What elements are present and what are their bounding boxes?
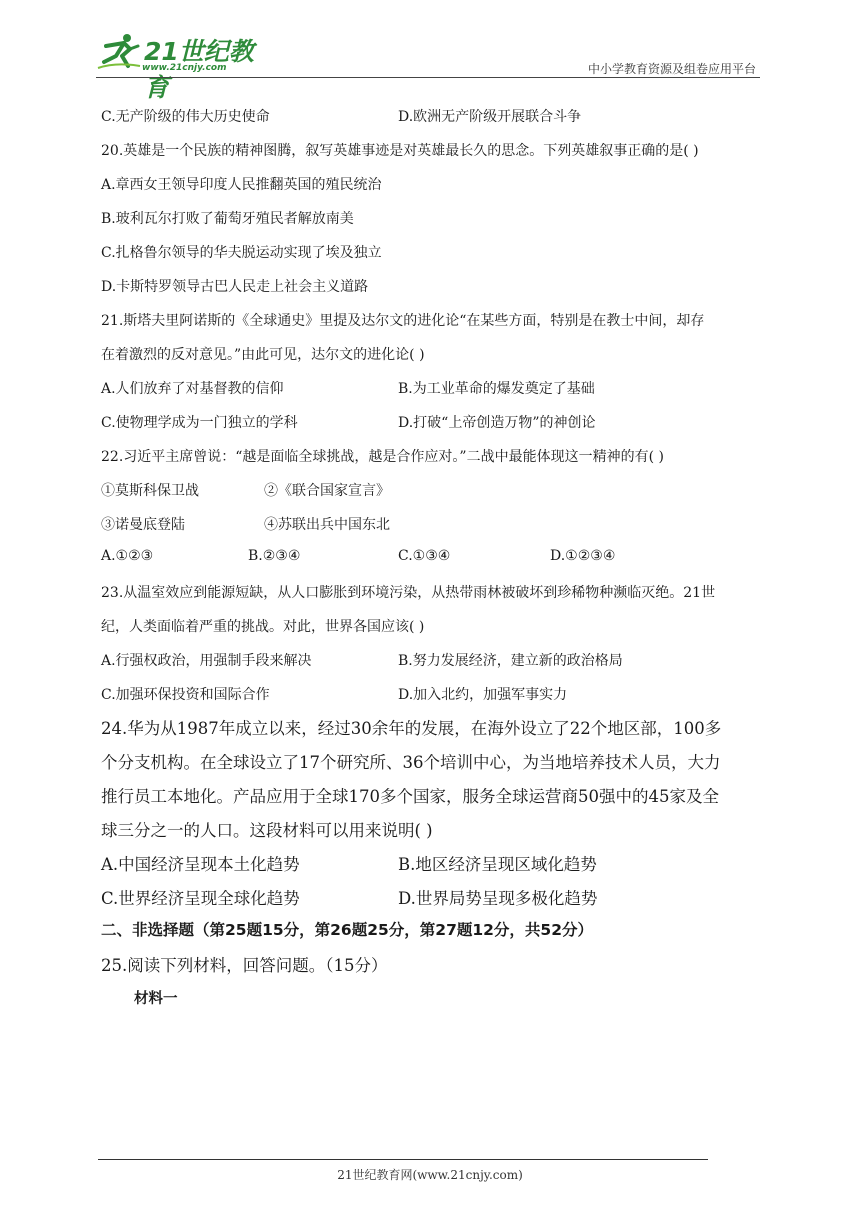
q21-option-c: C.使物理学成为一门独立的学科 [101, 415, 298, 431]
q23-stem-line1: 23.从温室效应到能源短缺，从人口膨胀到环境污染，从热带雨林被破坏到珍稀物种濒临灭绝。21世 [101, 585, 716, 601]
logo-url: www.21cnjy.com [142, 63, 227, 73]
q19-option-d: D.欧洲无产阶级开展联合斗争 [398, 109, 582, 125]
q20-option-d: D.卡斯特罗领导古巴人民走上社会主义道路 [101, 279, 369, 295]
q21-option-d: D.打破“上帝创造万物”的神创论 [398, 415, 596, 431]
q22-item-3: ③诺曼底登陆 [101, 517, 185, 533]
q20-option-c: C.扎格鲁尔领导的华夫脱运动实现了埃及独立 [101, 245, 382, 261]
q24-option-b: B.地区经济呈现区域化趋势 [398, 855, 597, 874]
q19-option-c: C.无产阶级的伟大历史使命 [101, 109, 270, 125]
q25-stem: 25.阅读下列材料，回答问题。（15分） [101, 956, 388, 975]
q22-option-b: B.②③④ [248, 548, 301, 564]
q22-option-c: C.①③④ [398, 548, 451, 564]
q21-stem-line1: 21.斯塔夫里阿诺斯的《全球通史》里提及达尔文的进化论“在某些方面，特别是在教士中间，却存 [101, 313, 705, 329]
q22-option-a: A.①②③ [101, 548, 154, 564]
page-header [96, 30, 760, 102]
q20-option-b: B.玻利瓦尔打败了葡萄牙殖民者解放南美 [101, 211, 354, 227]
q22-item-4: ④苏联出兵中国东北 [264, 517, 390, 533]
q22-stem: 22.习近平主席曾说：“越是面临全球挑战，越是合作应对。”二战中最能体现这一精神的有( ) [101, 449, 664, 465]
section-title: 二、非选择题（第25题15分，第26题25分，第27题12分，共52分） [101, 921, 593, 939]
q23-option-d: D.加入北约，加强军事实力 [398, 687, 568, 703]
q23-stem-line2: 纪，人类面临着严重的挑战。对此，世界各国应该( ) [101, 619, 425, 635]
platform-name: 中小学教育资源及组卷应用平台 [587, 62, 756, 76]
runner-logo-icon [96, 32, 144, 72]
q22-item-1: ①莫斯科保卫战 [101, 483, 199, 499]
q24-stem-line3: 推行员工本地化。产品应用于全球170多个国家，服务全球运营商50强中的45家及全 [101, 787, 719, 806]
q21-option-a: A.人们放弃了对基督教的信仰 [101, 381, 284, 397]
site-logo[interactable] [96, 30, 276, 102]
q23-option-c: C.加强环保投资和国际合作 [101, 687, 270, 703]
header-divider [96, 77, 760, 78]
q24-option-c: C.世界经济呈现全球化趋势 [101, 889, 300, 908]
q25-material-1-label: 材料一 [134, 991, 178, 1007]
q24-stem-line4: 球三分之一的人口。这段材料可以用来说明( ) [101, 821, 433, 840]
q23-option-b: B.努力发展经济，建立新的政治格局 [398, 653, 623, 669]
q24-stem-line1: 24.华为从1987年成立以来，经过30余年的发展，在海外设立了22个地区部，100多 [101, 719, 722, 738]
footer-divider [98, 1159, 708, 1160]
q24-stem-line2: 个分支机构。在全球设立了17个研究所、36个培训中心，为当地培养技术人员，大力 [101, 753, 721, 772]
q20-option-a: A.章西女王领导印度人民推翻英国的殖民统治 [101, 177, 382, 193]
q20-stem: 20.英雄是一个民族的精神图腾，叙写英雄事迹是对英雄最长久的思念。下列英雄叙事正确的是( ) [101, 143, 699, 159]
q21-stem-line2: 在着激烈的反对意见。”由此可见，达尔文的进化论( ) [101, 347, 425, 363]
q24-option-d: D.世界局势呈现多极化趋势 [398, 889, 598, 908]
q22-item-2: ②《联合国家宣言》 [264, 483, 390, 499]
q21-option-b: B.为工业革命的爆发奠定了基础 [398, 381, 595, 397]
logo-text: 21世纪教育 [144, 37, 254, 102]
q22-option-d: D.①②③④ [550, 548, 616, 564]
q23-option-a: A.行强权政治，用强制手段来解决 [101, 653, 312, 669]
q24-option-a: A.中国经济呈现本土化趋势 [101, 855, 300, 874]
footer-site-link[interactable]: 21世纪教育网(www.21cnjy.com) [337, 1168, 523, 1182]
